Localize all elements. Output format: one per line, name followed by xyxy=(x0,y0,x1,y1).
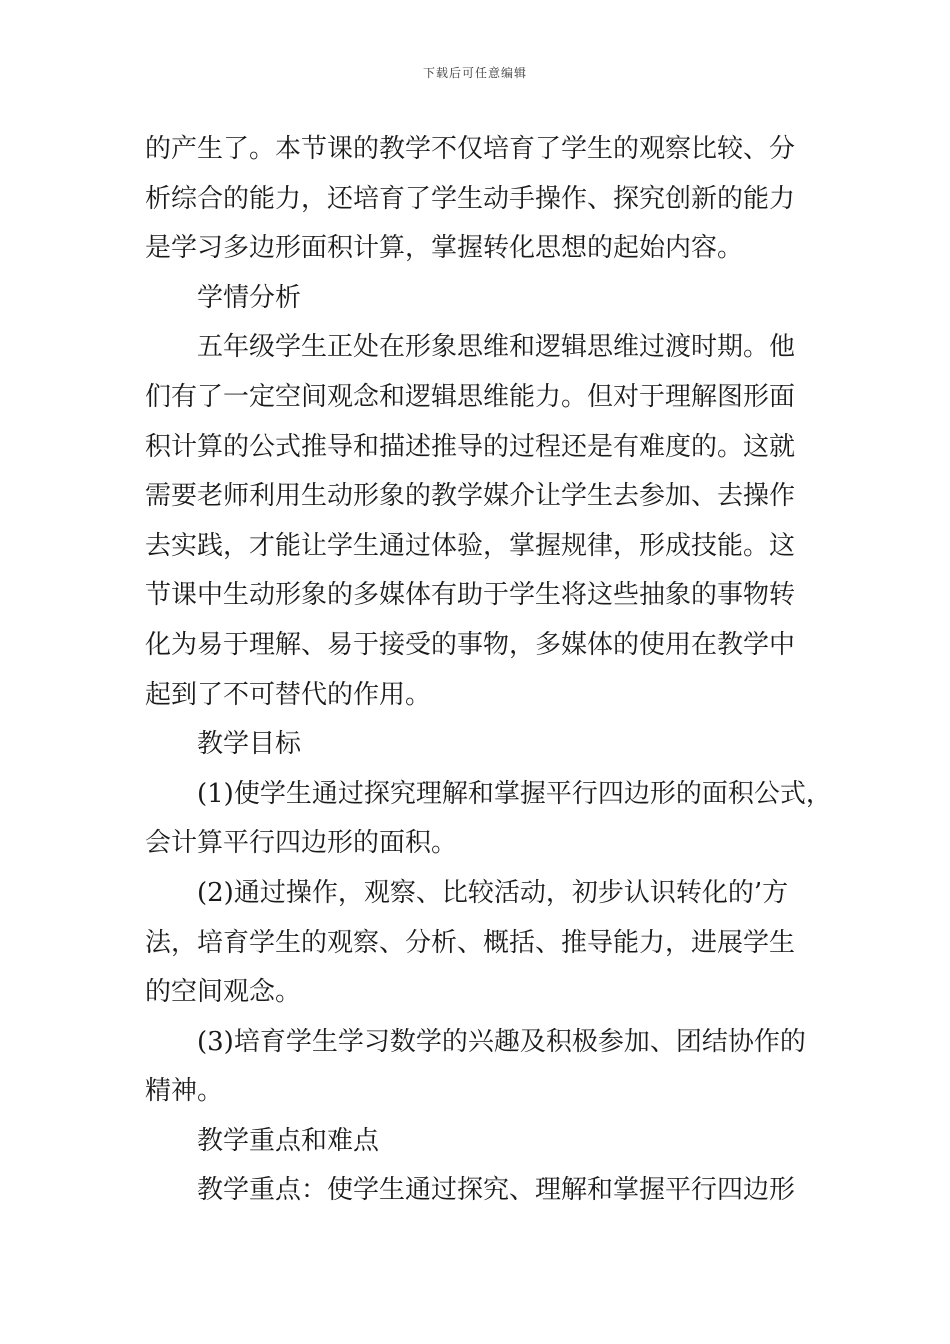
section-heading-teaching-goals: 教学目标 xyxy=(197,729,302,760)
text-line: 的空间观念。 xyxy=(145,977,302,1008)
text-line: 的产生了。本节课的教学不仅培育了学生的观察比较、分 xyxy=(145,134,796,164)
text-line: (1)使学生通过探究理解和掌握平行四边形的面积公式， xyxy=(197,778,832,809)
text-line: 积计算的公式推导和描述推导的过程还是有难度的。这就 xyxy=(145,431,796,462)
text-line: 精神。 xyxy=(145,1076,224,1107)
text-line: 们有了一定空间观念和逻辑思维能力。但对于理解图形面 xyxy=(145,381,796,412)
document-body xyxy=(145,125,832,1216)
text-line: 是学习多边形面积计算，掌握转化思想的起始内容。 xyxy=(145,233,744,264)
text-line: 教学重点：使学生通过探究、理解和掌握平行四边形 xyxy=(197,1175,796,1206)
text-line: 会计算平行四边形的面积。 xyxy=(145,828,458,859)
text-line: 五年级学生正处在形象思维和逻辑思维过渡时期。他 xyxy=(197,332,796,363)
section-heading-learning-analysis: 学情分析 xyxy=(197,282,302,313)
section-heading-key-points: 教学重点和难点 xyxy=(197,1125,380,1156)
text-line: 起到了不可替代的作用。 xyxy=(145,679,432,710)
text-line: 法，培育学生的观察、分析、概括、推导能力，进展学生 xyxy=(145,927,796,958)
text-line: 需要老师利用生动形象的教学媒介让学生去参加、去操作 xyxy=(145,481,796,512)
text-line: 析综合的能力，还培育了学生动手操作、探究创新的能力 xyxy=(145,183,796,214)
text-line: 去实践，才能让学生通过体验，掌握规律，形成技能。这 xyxy=(145,530,796,561)
text-line: (3)培育学生学习数学的兴趣及积极参加、团结协作的 xyxy=(197,1026,806,1057)
text-line: 节课中生动形象的多媒体有助于学生将这些抽象的事物转 xyxy=(145,580,796,611)
page-header: 下载后可任意编辑 xyxy=(422,66,527,80)
text-line: 化为易于理解、易于接受的事物，多媒体的使用在教学中 xyxy=(145,629,796,660)
text-line: (2)通过操作，观察、比较活动，初步认识转化的’方 xyxy=(197,877,789,908)
